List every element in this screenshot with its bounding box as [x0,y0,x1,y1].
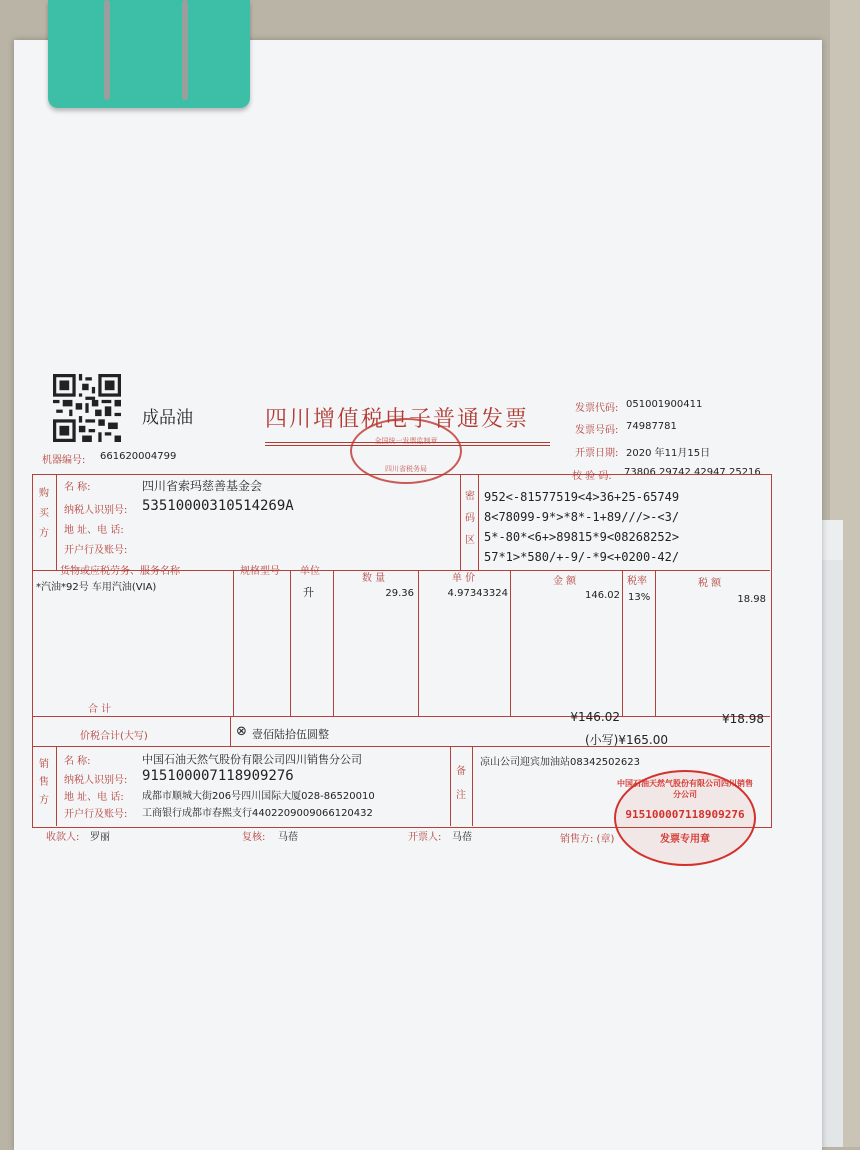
seal-tax-id: 915100007118909276 [625,808,745,821]
header-spec: 规格型号 [240,566,280,577]
paper-stack-back [820,560,843,1147]
header-quantity: 数 量 [362,573,386,584]
supervision-stamp-text: 全国统一发票监制章 [374,437,438,445]
table-rule [32,716,770,717]
machine-no-label: 机器编号: [42,455,86,466]
item-tax-rate: 13% [628,592,651,603]
cipher-area-label: 密码区 [465,491,475,546]
table-rule [472,746,473,826]
table-rule [418,570,419,716]
remark-text: 凉山公司迎宾加油站08342502623 [480,757,640,768]
payee: 罗丽 [90,832,110,843]
cipher-line: 952<-81577519<4>36+25-65749 [484,490,680,504]
grand-total-small: (小写)¥165.00 [585,733,668,747]
table-rule [333,570,334,716]
header-tax-amount: 税 额 [698,578,722,589]
cipher-line: 57*1>*580/+-9/-*9<+0200-42/ [484,550,680,564]
payee-label: 收款人: [46,832,80,843]
qr-code-icon [53,374,121,442]
header-goods-name: 货物或应税劳务、服务名称 [60,566,180,577]
buyer-bank-label: 开户行及账号: [64,545,128,556]
invoice-type-label: 成品油 [142,408,193,428]
header-unit-price: 单 价 [452,573,476,584]
cipher-line: 8<78099-9*>*8*-1+89///>-<3/ [484,510,680,524]
seller-bank: 工商银行成都市春熙支行4402209009066120432 [142,808,373,819]
seal-company-name: 中国石油天然气股份有限公司四川销售分公司 [617,779,753,799]
check-code-label: 校 验 码: [572,471,612,482]
total-tax: ¥18.98 [722,712,764,726]
seller-tax-id: 915100007118909276 [142,768,294,784]
seller-tax-id-label: 纳税人识别号: [64,775,128,786]
invoice-title: 四川增值税电子普通发票 [265,407,530,432]
issuer-label: 开票人: [408,832,442,843]
invoice-date-label: 开票日期: [575,448,619,459]
binder-clip [48,0,250,108]
total-amount: ¥146.02 [570,710,620,724]
machine-no: 661620004799 [100,451,177,462]
supervision-stamp-sub: 四川省税务局 [385,465,427,473]
invoice-date: 2020 年11月15日 [626,448,711,459]
table-rule [460,474,461,570]
total-label: 合 计 [88,704,112,715]
table-rule [56,474,57,570]
table-rule [56,746,57,826]
invoice-code-label: 发票代码: [575,403,619,414]
item-name: *汽油*92号 车用汽油(VIA) [36,582,157,593]
header-unit: 单位 [300,566,320,577]
issuer: 马蓓 [452,832,472,843]
cipher-line: 5*-80*<6+>89815*9<08268252> [484,530,680,544]
table-rule [290,570,291,716]
table-rule [622,570,623,716]
invoice-number-label: 发票号码: [575,425,619,436]
seller-section-label: 销售方 [39,759,49,806]
buyer-name: 四川省索玛慈善基金会 [142,479,263,493]
table-rule [233,570,234,716]
table-rule [230,716,231,746]
item-quantity: 29.36 [385,588,414,599]
buyer-tax-id-label: 纳税人识别号: [64,505,128,516]
check-code: 73806 29742 42947 25216 [624,467,761,478]
table-rule [450,746,451,826]
remark-label: 备注 [456,766,466,801]
grand-total-words: 壹佰陆拾伍圆整 [252,728,329,741]
seller-bank-label: 开户行及账号: [64,809,128,820]
header-tax-rate: 税率 [627,576,647,587]
grand-total-label: 价税合计(大写) [80,731,148,742]
buyer-address-label: 地 址、电 话: [64,525,124,536]
seal-label: 发票专用章 [660,834,710,845]
reviewer-label: 复核: [242,832,266,843]
table-rule [510,570,511,716]
buyer-name-label: 名 称: [64,482,91,493]
invoice-code: 051001900411 [626,399,703,410]
seller-name: 中国石油天然气股份有限公司四川销售分公司 [142,753,362,766]
seller-name-label: 名 称: [64,756,91,767]
seller-address-label: 地 址、电 话: [64,792,124,803]
item-unit-price: 4.97343324 [447,588,508,599]
table-rule [478,474,479,570]
table-rule [655,570,656,716]
binder-clip-wire-left [104,0,110,100]
item-amount: 146.02 [585,590,620,601]
header-amount: 金 额 [553,576,577,587]
binder-clip-wire-right [182,0,188,100]
grand-total-cross-icon: ⊗ [236,724,247,739]
seller-address: 成都市顺城大街206号四川国际大厦028-86520010 [142,791,375,802]
item-tax-amount: 18.98 [737,594,766,605]
buyer-section-label: 购买方 [39,488,49,539]
invoice-special-seal [614,770,756,866]
reviewer: 马蓓 [278,832,298,843]
invoice-number: 74987781 [626,421,677,432]
buyer-tax-id: 53510000310514269A [142,498,294,514]
item-unit: 升 [303,586,314,599]
seller-seal-label: 销售方: (章) [560,834,615,845]
